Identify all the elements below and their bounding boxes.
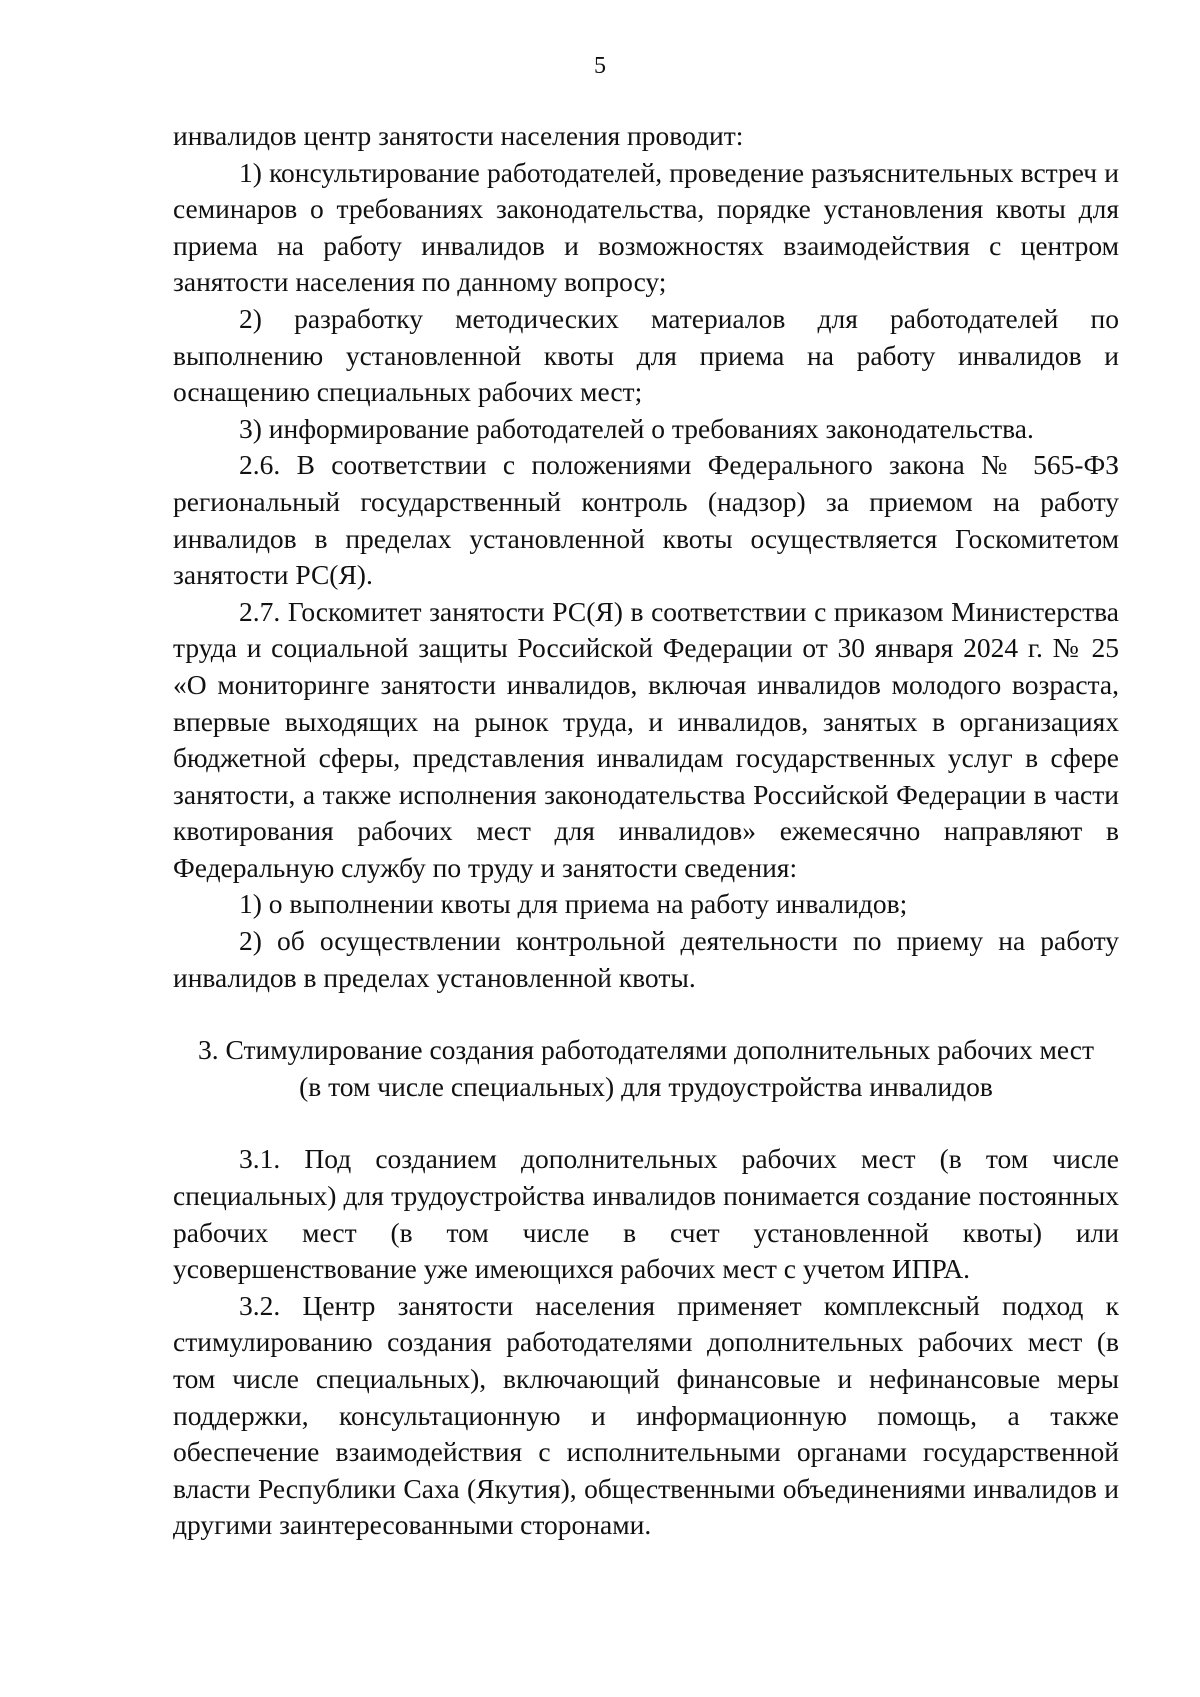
section-heading-line-2: (в том числе специальных) для трудоустройства инвалидов: [299, 1070, 993, 1102]
document-body: [173, 118, 1119, 1544]
list-item-quota-fulfillment: 1) о выполнении квоты для приема на работу инвалидов;: [239, 888, 908, 920]
spacer: [173, 996, 1119, 1032]
section-heading: [173, 1032, 1119, 1105]
paragraph-continuation: инвалидов центр занятости населения проводит:: [173, 120, 744, 151]
list-item-consulting: 1) консультирование работодателей, проведение разъяснительных встреч и семинаров о требованиях законодательства, порядке установления квоты для приема на работу инвалидов и возможностях взаимодействия с центром занятости населения по данному вопросу;: [173, 156, 1119, 298]
clause-3-2: 3.2. Центр занятости населения применяет комплексный подход к стимулированию создания работодателями дополнительных рабочих мест (в том числе специальных), включающий финансовые и нефинансовые меры поддержки, консультационную и информационную помощь, а также обеспечение взаимодействия с исполнительными органами государственной власти Республики Саха (Якутия), общественными объединениями инвалидов и другими заинтересованными сторонами.: [173, 1289, 1119, 1541]
list-item-methodical-materials: 2) разработку методических материалов для работодателей по выполнению установленной квоты для приема на работу инвалидов и оснащению специальных рабочих мест;: [173, 302, 1119, 408]
clause-2-7: 2.7. Госкомитет занятости РС(Я) в соответствии с приказом Министерства труда и социальной защиты Российской Федерации от 30 января 2024 г. № 25 «О мониторинге занятости инвалидов, включая инвалидов молодого возраста, впервые выходящих на рынок труда, и инвалидов, занятых в организациях бюджетной сферы, представления инвалидам государственных услуг в сфере занятости, а также исполнения законодательства Российской Федерации в части квотирования рабочих мест для инвалидов» ежемесячно направляют в Федеральную службу по труду и занятости сведения:: [173, 595, 1119, 883]
spacer: [173, 1105, 1119, 1141]
page-number: 5: [594, 53, 606, 79]
section-heading-line-1: 3. Стимулирование создания работодателями дополнительных рабочих мест: [198, 1034, 1094, 1066]
list-item-informing: 3) информирование работодателей о требованиях законодательства.: [239, 412, 1034, 444]
clause-3-1: 3.1. Под созданием дополнительных рабочих мест (в том числе специальных) для трудоустройства инвалидов понимается создание постоянных рабочих мест (в том числе в счет установленной квоты) или усовершенствование уже имеющихся рабочих мест с учетом ИПРА.: [173, 1143, 1119, 1285]
list-item-control-activity: 2) об осуществлении контрольной деятельности по приему на работу инвалидов в пределах установленной квоты.: [173, 925, 1119, 993]
clause-2-6: 2.6. В соответствии с положениями Федерального закона № 565-ФЗ региональный государственный контроль (надзор) за приемом на работу инвалидов в пределах установленной квоты осуществляется Госкомитетом занятости РС(Я).: [173, 449, 1119, 591]
